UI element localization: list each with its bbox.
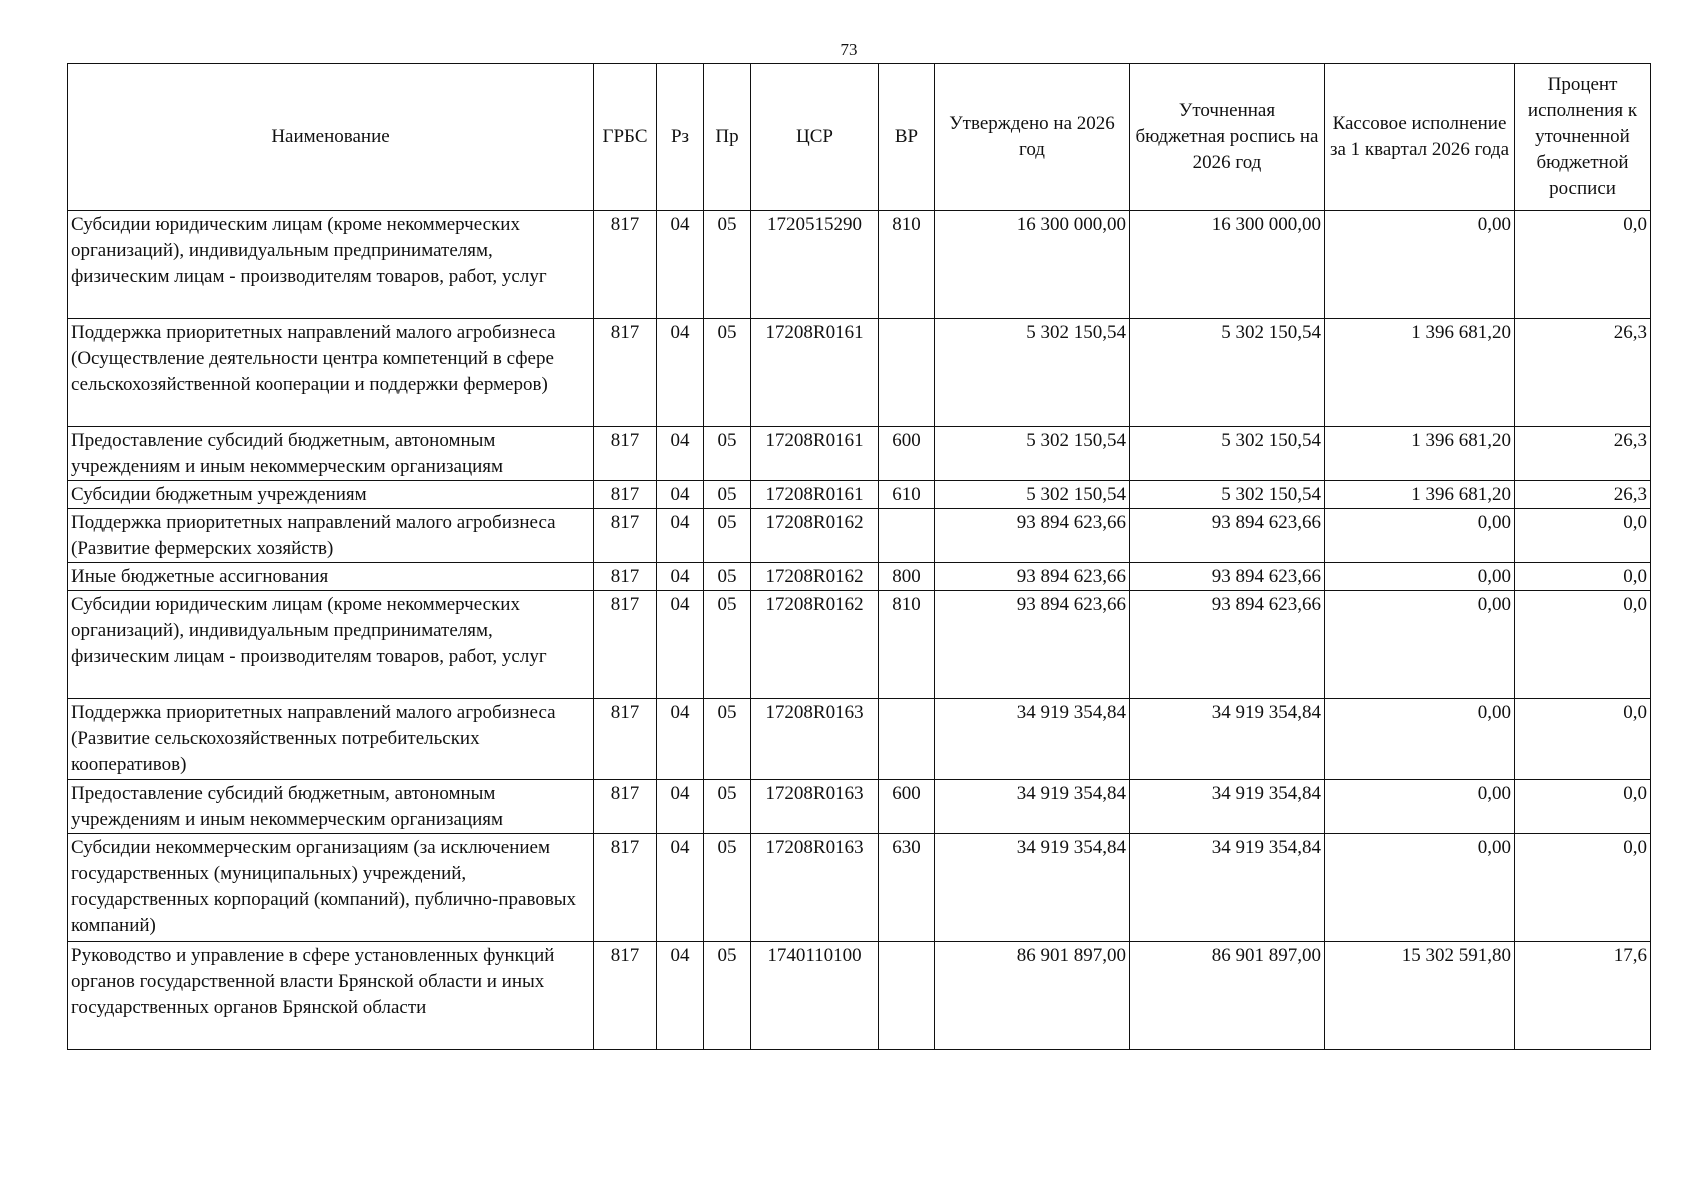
row-name: Поддержка приоритетных направлений малого агробизнеса (Развитие фермерских хозяйств) [68,509,594,563]
row-refined: 93 894 623,66 [1130,591,1325,699]
row-name: Субсидии юридическим лицам (кроме некоммерческих организаций), индивидуальным предпринимателям, физическим лицам - производителям товаров, работ, услуг [68,591,594,699]
row-vr: 800 [879,563,935,591]
row-refined: 34 919 354,84 [1130,699,1325,780]
header-name: Наименование [68,64,594,211]
row-pr: 05 [704,699,751,780]
row-rz: 04 [657,942,704,1050]
row-csr: 17208R0162 [751,509,879,563]
row-vr: 610 [879,481,935,509]
row-vr [879,942,935,1050]
row-rz: 04 [657,699,704,780]
header-cash: Кассовое исполнение за 1 квартал 2026 года [1325,64,1515,211]
row-vr [879,699,935,780]
row-csr: 17208R0163 [751,780,879,834]
row-rz: 04 [657,481,704,509]
row-cash: 1 396 681,20 [1325,427,1515,481]
row-grbs: 817 [594,591,657,699]
row-percent: 0,0 [1515,509,1651,563]
table-row [68,834,1651,942]
row-approved: 16 300 000,00 [935,211,1130,319]
row-grbs: 817 [594,427,657,481]
row-approved: 5 302 150,54 [935,481,1130,509]
row-csr: 17208R0163 [751,699,879,780]
row-refined: 5 302 150,54 [1130,481,1325,509]
row-approved: 34 919 354,84 [935,699,1130,780]
row-approved: 34 919 354,84 [935,780,1130,834]
row-pr: 05 [704,780,751,834]
row-rz: 04 [657,211,704,319]
row-pr: 05 [704,563,751,591]
row-cash: 0,00 [1325,211,1515,319]
row-csr: 17208R0162 [751,563,879,591]
row-percent: 0,0 [1515,591,1651,699]
row-cash: 0,00 [1325,563,1515,591]
row-refined: 93 894 623,66 [1130,509,1325,563]
table-row [68,563,1651,591]
row-cash: 0,00 [1325,699,1515,780]
row-refined: 5 302 150,54 [1130,427,1325,481]
header-vr: ВР [879,64,935,211]
row-pr: 05 [704,481,751,509]
row-percent: 0,0 [1515,780,1651,834]
row-name: Предоставление субсидий бюджетным, автономным учреждениям и иным некоммерческим организациям [68,780,594,834]
table-row [68,591,1651,699]
table-row [68,481,1651,509]
row-approved: 93 894 623,66 [935,591,1130,699]
header-rz: Рз [657,64,704,211]
table-row [68,699,1651,780]
row-vr: 810 [879,591,935,699]
row-vr [879,319,935,427]
row-csr: 17208R0161 [751,427,879,481]
row-refined: 34 919 354,84 [1130,834,1325,942]
table-row [68,780,1651,834]
row-cash: 15 302 591,80 [1325,942,1515,1050]
table-header [68,64,1651,211]
row-percent: 0,0 [1515,211,1651,319]
row-grbs: 817 [594,942,657,1050]
row-grbs: 817 [594,509,657,563]
header-pr: Пр [704,64,751,211]
row-vr: 600 [879,780,935,834]
page-number: 73 [840,40,858,59]
row-cash: 0,00 [1325,780,1515,834]
row-refined: 93 894 623,66 [1130,563,1325,591]
row-grbs: 817 [594,211,657,319]
header-row [68,64,1651,211]
row-percent: 0,0 [1515,699,1651,780]
row-rz: 04 [657,591,704,699]
table-row [68,509,1651,563]
row-cash: 1 396 681,20 [1325,319,1515,427]
row-csr: 1720515290 [751,211,879,319]
row-name: Субсидии бюджетным учреждениям [68,481,594,509]
row-csr: 17208R0161 [751,481,879,509]
row-vr: 810 [879,211,935,319]
row-name: Поддержка приоритетных направлений малого агробизнеса (Развитие сельскохозяйственных потребительских кооперативов) [68,699,594,780]
row-csr: 1740110100 [751,942,879,1050]
row-vr: 600 [879,427,935,481]
row-approved: 5 302 150,54 [935,319,1130,427]
table-row [68,427,1651,481]
row-cash: 1 396 681,20 [1325,481,1515,509]
table-body [68,211,1651,1050]
row-rz: 04 [657,563,704,591]
row-name: Предоставление субсидий бюджетным, автономным учреждениям и иным некоммерческим организациям [68,427,594,481]
header-approved: Утверждено на 2026 год [935,64,1130,211]
row-approved: 5 302 150,54 [935,427,1130,481]
row-cash: 0,00 [1325,591,1515,699]
row-refined: 5 302 150,54 [1130,319,1325,427]
table-row [68,319,1651,427]
header-percent: Процент исполнения к уточненной бюджетной росписи [1515,64,1651,211]
row-csr: 17208R0163 [751,834,879,942]
row-percent: 17,6 [1515,942,1651,1050]
row-refined: 16 300 000,00 [1130,211,1325,319]
row-name: Поддержка приоритетных направлений малого агробизнеса (Осуществление деятельности центра компетенций в сфере сельскохозяйственной кооперации и поддержки фермеров) [68,319,594,427]
row-grbs: 817 [594,563,657,591]
header-refined: Уточненная бюджетная роспись на 2026 год [1130,64,1325,211]
row-percent: 26,3 [1515,427,1651,481]
row-pr: 05 [704,509,751,563]
row-name: Субсидии юридическим лицам (кроме некоммерческих организаций), индивидуальным предпринимателям, физическим лицам - производителям товаров, работ, услуг [68,211,594,319]
row-approved: 34 919 354,84 [935,834,1130,942]
header-grbs: ГРБС [594,64,657,211]
table-row [68,211,1651,319]
row-pr: 05 [704,834,751,942]
row-refined: 86 901 897,00 [1130,942,1325,1050]
row-csr: 17208R0161 [751,319,879,427]
row-rz: 04 [657,509,704,563]
row-pr: 05 [704,591,751,699]
row-cash: 0,00 [1325,834,1515,942]
row-pr: 05 [704,427,751,481]
row-rz: 04 [657,780,704,834]
row-pr: 05 [704,319,751,427]
row-grbs: 817 [594,834,657,942]
row-vr [879,509,935,563]
row-grbs: 817 [594,699,657,780]
row-pr: 05 [704,942,751,1050]
row-pr: 05 [704,211,751,319]
row-grbs: 817 [594,319,657,427]
row-percent: 26,3 [1515,319,1651,427]
row-name: Руководство и управление в сфере установленных функций органов государственной власти Брянской области и иных государственных органов Брянской области [68,942,594,1050]
row-rz: 04 [657,834,704,942]
row-name: Субсидии некоммерческим организациям (за исключением государственных (муниципальных) учреждений, государственных корпораций (компаний), публично-правовых компаний) [68,834,594,942]
row-name: Иные бюджетные ассигнования [68,563,594,591]
row-cash: 0,00 [1325,509,1515,563]
row-rz: 04 [657,319,704,427]
row-percent: 26,3 [1515,481,1651,509]
header-csr: ЦСР [751,64,879,211]
row-percent: 0,0 [1515,563,1651,591]
row-grbs: 817 [594,780,657,834]
row-vr: 630 [879,834,935,942]
row-refined: 34 919 354,84 [1130,780,1325,834]
row-percent: 0,0 [1515,834,1651,942]
row-rz: 04 [657,427,704,481]
table-row [68,942,1651,1050]
row-approved: 86 901 897,00 [935,942,1130,1050]
budget-table [67,63,1651,1050]
row-approved: 93 894 623,66 [935,563,1130,591]
row-approved: 93 894 623,66 [935,509,1130,563]
row-grbs: 817 [594,481,657,509]
row-csr: 17208R0162 [751,591,879,699]
